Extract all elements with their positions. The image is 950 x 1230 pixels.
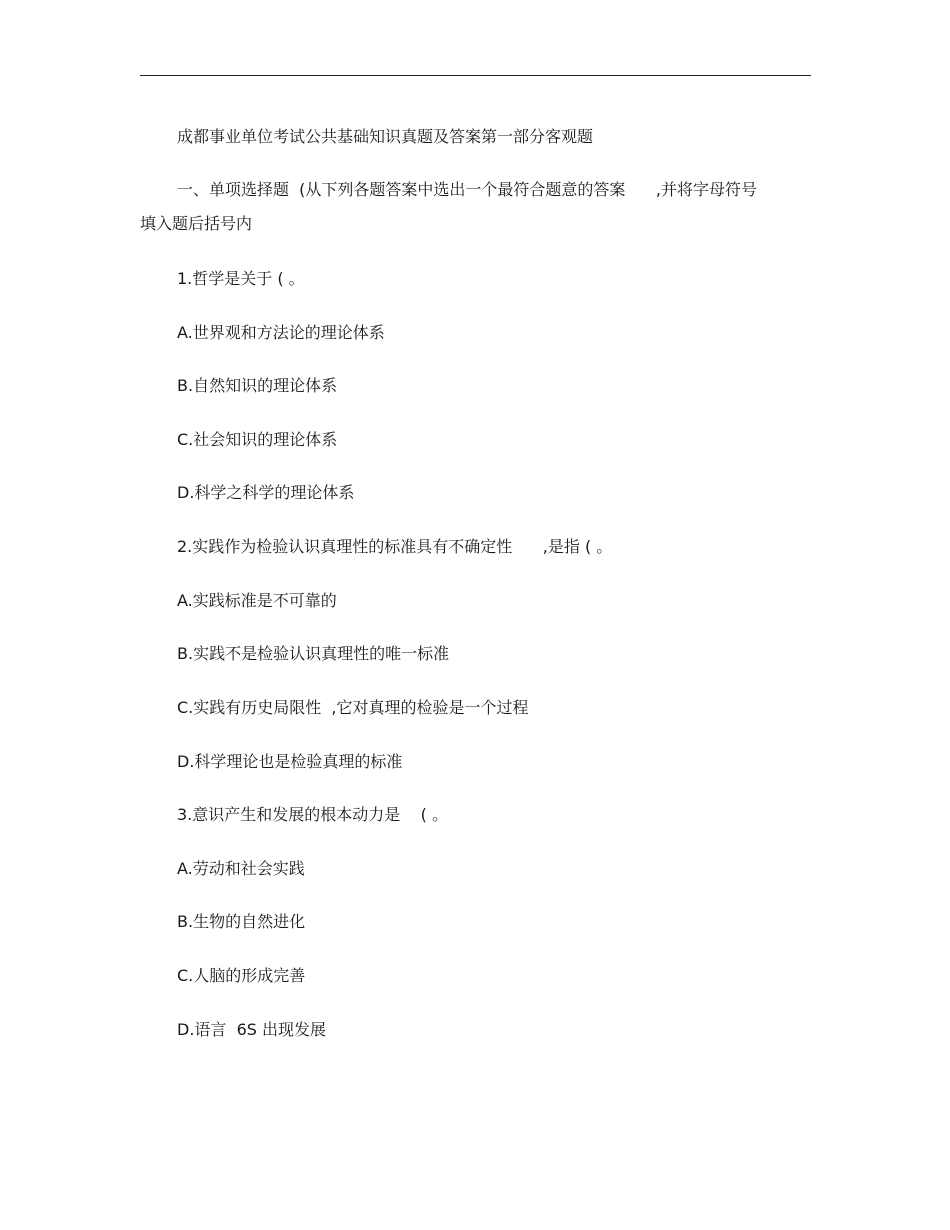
question-1-option-d: D.科学之科学的理论体系 [177,483,355,502]
question-3-option-b: B.生物的自然进化 [177,912,306,931]
question-2-option-c: C.实践有历史局限性 ,它对真理的检验是一个过程 [177,698,529,717]
question-2-option-a: A.实践标准是不可靠的 [177,591,337,610]
question-3-option-d: D.语言 6S 出现发展 [177,1020,327,1039]
question-3-stem: 3.意识产生和发展的根本动力是 ( 。 [177,805,448,824]
question-2-option-b: B.实践不是检验认识真理性的唯一标准 [177,644,450,663]
header-rule [140,75,811,76]
section-heading: 一、单项选择题 (从下列各题答案中选出一个最符合题意的答案 ,并将字母符号 [177,180,758,199]
question-1-option-a: A.世界观和方法论的理论体系 [177,323,385,342]
question-3-option-c: C.人脑的形成完善 [177,966,306,985]
question-1-stem: 1.哲学是关于 ( 。 [177,269,305,288]
document-title: 成都事业单位考试公共基础知识真题及答案第一部分客观题 [177,127,594,146]
question-1-option-c: C.社会知识的理论体系 [177,430,338,449]
section-heading-continuation: 填入题后括号内 [140,214,253,233]
question-1-option-b: B.自然知识的理论体系 [177,376,338,395]
question-2-option-d: D.科学理论也是检验真理的标准 [177,752,403,771]
question-2-stem: 2.实践作为检验认识真理性的标准具有不确定性 ,是指 ( 。 [177,537,613,556]
question-3-option-a: A.劳动和社会实践 [177,859,305,878]
